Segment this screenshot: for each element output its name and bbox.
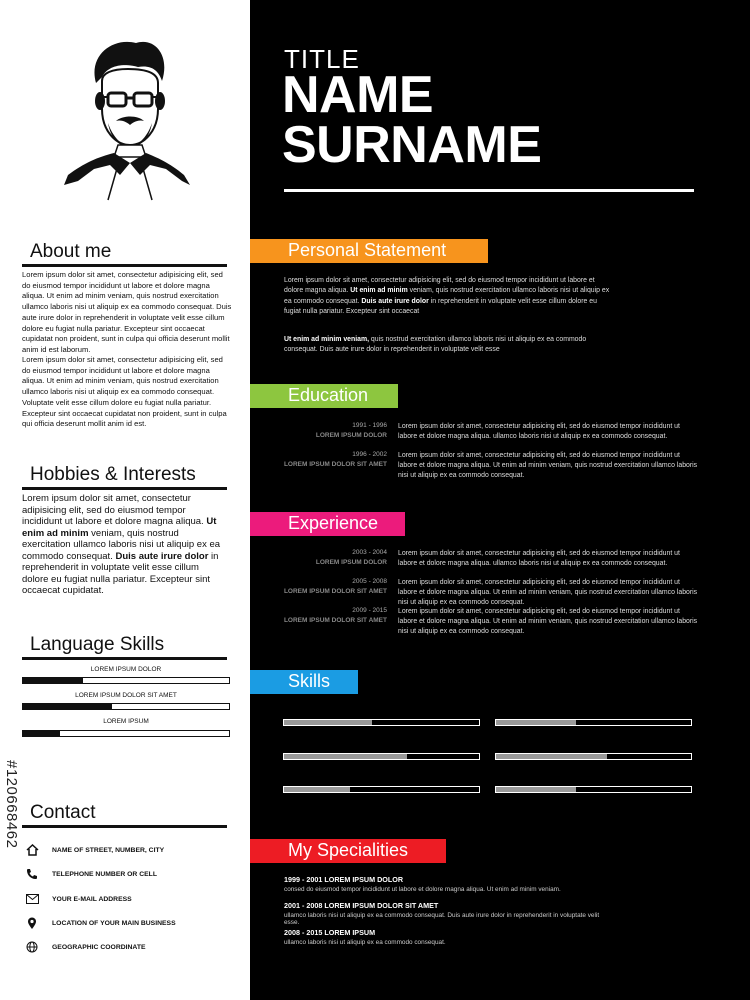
speciality-title-3: 2008 - 2015 LOREM IPSUM — [284, 928, 376, 937]
contact-coordinate: GEOGRAPHIC COORDINATE — [24, 940, 146, 954]
location-icon — [24, 916, 40, 930]
language-bar-3 — [22, 730, 230, 737]
mail-icon — [24, 892, 40, 906]
stock-id-text: #120668462 — [3, 760, 20, 849]
experience-years-2: 2005 - 2008 — [352, 578, 387, 585]
education-desc-1: Lorem ipsum dolor sit amet, consectetur adipisicing elit, sed do eiusmod tempor incididunt ut labore et dolore magna aliqua. ullamco laboris nisi ut aliquip ex ea commodo consequat. — [398, 423, 680, 440]
experience-years-1: 2003 - 2004 — [352, 549, 387, 556]
personal-statement-para-2: Ut enim ad minim veniam, quis nostrud exercitation ullamco laboris nisi ut aliquip ex ea commodo consequat. Duis aute irure dolor in reprehenderit in voluptate velit esse — [284, 336, 587, 354]
speciality-title-2: 2001 - 2008 LOREM IPSUM DOLOR SIT AMET — [284, 901, 439, 910]
speciality-desc-2: ullamco laboris nisi ut aliquip ex ea commodo consequat. Duis aute irure dolor in reprehenderit in voluptate velit esse. — [284, 912, 600, 926]
skill-bar-1 — [283, 719, 480, 726]
hobbies-text: Lorem ipsum dolor sit amet, consectetur adipisicing elit, sed do eiusmod tempor incididunt ut labore et dolore magna aliqua. Ut enim ad minim veniam, quis nostrud exercitation ullamco laboris nisi ut aliquip ex ea commodo consequat. Duis aute irure dolor in reprehenderit in voluptate velit esse cillum dolore eu fugiat nulla pariatur. Excepteur sint occaecat cupidatat. — [22, 493, 221, 596]
header-rule — [284, 189, 694, 192]
education-tab — [250, 384, 400, 408]
specialities-heading: My Specialities — [288, 840, 409, 860]
experience-entry-3 — [250, 607, 700, 637]
hobbies-heading: Hobbies & Interests — [30, 464, 196, 485]
avatar-portrait-icon — [58, 35, 193, 205]
speciality-item-1 — [284, 875, 604, 893]
personal-statement-tab — [250, 239, 490, 263]
experience-years-3: 2009 - 2015 — [352, 607, 387, 614]
title-label: TITLE — [284, 44, 360, 74]
contact-location: LOCATION OF YOUR MAIN BUSINESS — [24, 916, 176, 930]
education-entry-1 — [250, 422, 700, 452]
contact-phone: TELEPHONE NUMBER OR CELL — [24, 867, 157, 881]
language-bar-1 — [22, 677, 230, 684]
education-heading: Education — [288, 385, 369, 405]
experience-org-3: LOREM IPSUM DOLOR SIT AMET — [283, 617, 387, 624]
skill-bar-4 — [495, 753, 692, 760]
education-org-1: LOREM IPSUM DOLOR — [315, 432, 387, 439]
education-org-2: LOREM IPSUM DOLOR SIT AMET — [283, 461, 387, 468]
education-entry-2 — [250, 451, 700, 481]
speciality-desc-1: consed do eiusmod tempor incididunt ut labore et dolore magna aliqua. Ut enim ad minim veniam. — [284, 886, 561, 893]
experience-entry-1 — [250, 549, 700, 579]
speciality-title-1: 1999 - 2001 LOREM IPSUM DOLOR — [284, 875, 404, 884]
experience-desc-1: Lorem ipsum dolor sit amet, consectetur adipisicing elit, sed do eiusmod tempor incididunt ut labore et dolore magna aliqua. ullamco laboris nisi ut aliquip ex ea commodo consequat. — [398, 550, 680, 567]
language-heading: Language Skills — [30, 634, 165, 655]
left-column — [0, 0, 250, 1000]
name-heading — [282, 66, 542, 174]
hobbies-rule — [22, 487, 227, 490]
contact-rule — [22, 825, 227, 828]
skill-bar-2 — [495, 719, 692, 726]
contact-email: YOUR E-MAIL ADDRESS — [24, 892, 132, 906]
experience-entry-2 — [250, 578, 700, 608]
language-rule — [22, 657, 227, 660]
experience-tab — [250, 512, 410, 536]
globe-icon — [24, 940, 40, 954]
contact-heading: Contact — [30, 802, 96, 823]
experience-org-1: LOREM IPSUM DOLOR — [315, 559, 387, 566]
skill-bar-6 — [495, 786, 692, 793]
about-rule — [22, 264, 227, 267]
specialities-tab — [250, 839, 450, 863]
speciality-item-3 — [284, 928, 604, 946]
personal-statement-heading: Personal Statement — [288, 240, 447, 260]
language-label-3: LOREM IPSUM — [103, 718, 149, 725]
speciality-desc-3: ullamco laboris nisi ut aliquip ex ea commodo consequat. — [284, 939, 446, 946]
skills-heading: Skills — [288, 671, 331, 691]
name-first: NAME — [282, 66, 434, 124]
experience-org-2: LOREM IPSUM DOLOR SIT AMET — [283, 588, 387, 595]
skill-bar-3 — [283, 753, 480, 760]
experience-desc-3: Lorem ipsum dolor sit amet, consectetur adipisicing elit, sed do eiusmod tempor incididunt ut labore et dolore magna aliqua. Ut enim ad minim veniam, quis nostrud exercitation ullamco laboris nisi ut aliquip ex ea commodo consequat. — [398, 608, 698, 635]
language-label-2: LOREM IPSUM DOLOR SIT AMET — [75, 692, 177, 699]
experience-desc-2: Lorem ipsum dolor sit amet, consectetur adipisicing elit, sed do eiusmod tempor incididunt ut labore et dolore magna aliqua. Ut enim ad minim veniam, quis nostrud exercitation ullamco laboris nisi ut aliquip ex ea commodo consequat. — [398, 579, 698, 606]
contact-address: NAME OF STREET, NUMBER, CITY — [24, 843, 164, 857]
about-heading: About me — [30, 241, 112, 262]
education-years-2: 1996 - 2002 — [352, 451, 387, 458]
home-icon — [24, 843, 40, 857]
education-desc-2: Lorem ipsum dolor sit amet, consectetur adipisicing elit, sed do eiusmod tempor incididunt ut labore et dolore magna aliqua. Ut enim ad minim veniam, quis nostrud exercitation ullamco laboris nisi ut aliquip ex ea commodo consequat. — [398, 452, 698, 479]
language-label-1: LOREM IPSUM DOLOR — [90, 666, 162, 673]
speciality-item-2 — [284, 901, 604, 926]
personal-statement-para-1: Lorem ipsum dolor sit amet, consectetur adipisicing elit, sed do eiusmod tempor incididunt ut labore et dolore magna aliqua. Ut enim ad minim veniam, quis nostrud exercitation ullamco laboris nisi ut aliquip ex ea commodo consequat. Duis aute irure dolor in reprehenderit in voluptate velit esse cillum dolore eu fugiat nulla pariatur. Excepteur sint occaecat — [284, 277, 610, 315]
language-bar-2 — [22, 703, 230, 710]
name-surname: SURNAME — [282, 116, 542, 174]
experience-heading: Experience — [288, 513, 379, 533]
skills-tab — [250, 670, 360, 694]
education-years-1: 1991 - 1996 — [352, 422, 387, 429]
skill-bar-5 — [283, 786, 480, 793]
about-paragraph-2: Lorem ipsum dolor sit amet, consectetur adipisicing elit, sed do eiusmod tempor incididunt ut labore et dolore magna aliqua. Ut enim ad minim veniam, quis nostrud exercitation ullamco laboris nisi ut aliquip ex ea commodo consequat. Voluptate velit esse cillum dolore eu fugiat nulla pariatur. Excepteur sint occaecat cupidatat non proident, sunt in culpa qui officia deserunt mollit anim id est. — [22, 355, 227, 429]
about-paragraph-1: Lorem ipsum dolor sit amet, consectetur adipisicing elit, sed do eiusmod tempor incididunt ut labore et dolore magna aliqua. Ut enim ad minim veniam, quis nostrud exercitation ullamco laboris nisi ut aliquip ex ea commodo consequat. Duis aute irure dolor in reprehenderit in voluptate velit esse cillum dolore eu fugiat nulla pariatur. Excepteur sint occaecat cupidatat non proident, sunt in culpa qui officia deserunt mollit anim id est laborum. — [22, 270, 232, 354]
phone-icon — [24, 867, 40, 881]
